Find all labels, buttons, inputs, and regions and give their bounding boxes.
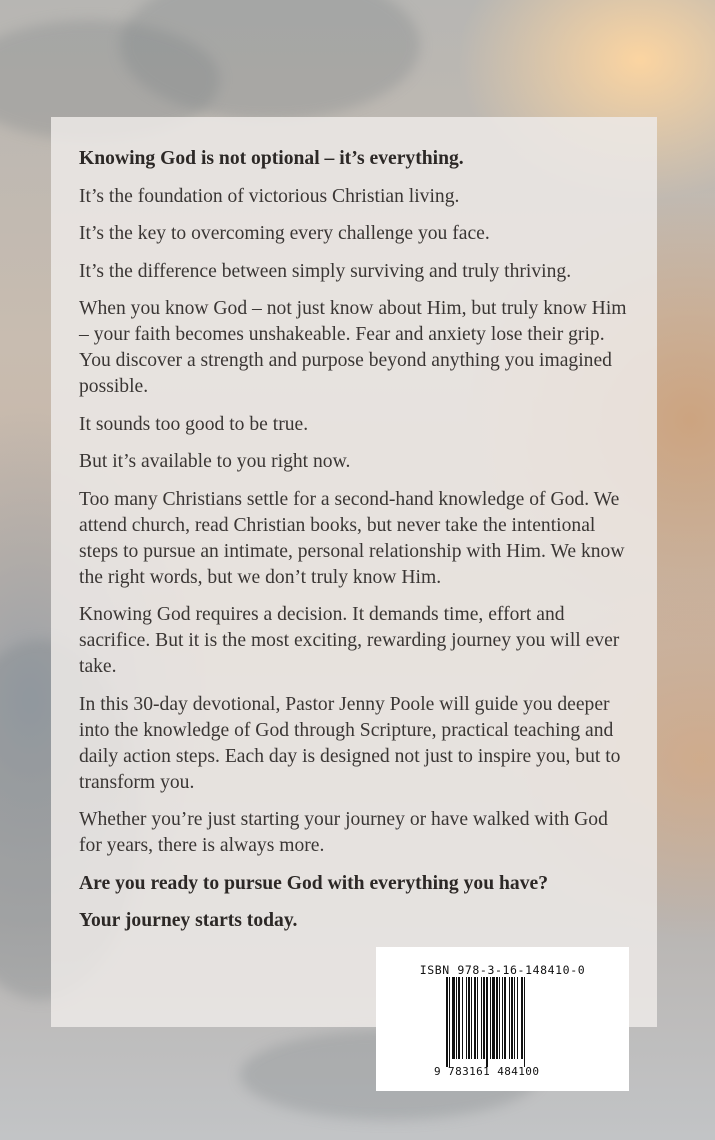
barcode-bar bbox=[458, 977, 460, 1059]
isbn-label: ISBN 978-3-16-148410-0 bbox=[419, 963, 586, 977]
barcode-bar bbox=[524, 977, 525, 1067]
back-cover-text bbox=[79, 146, 629, 946]
barcode-bar bbox=[517, 977, 518, 1059]
barcode-bar bbox=[483, 977, 485, 1059]
paragraph: When you know God – not just know about Him, but truly know Him – your faith becomes unshakeable. Fear and anxiety lose their grip. You discover a strength and purpose beyond anything you imagined possible. bbox=[79, 298, 627, 397]
barcode-bar bbox=[449, 977, 450, 1067]
barcode-bar bbox=[474, 977, 476, 1059]
barcode-bar bbox=[504, 977, 506, 1059]
barcode-bar bbox=[471, 977, 472, 1059]
barcode-bar bbox=[477, 977, 478, 1059]
paragraph: Knowing God requires a decision. It demands time, effort and sacrifice. But it is the most exciting, rewarding journey you will ever take. bbox=[79, 604, 620, 677]
barcode-bar bbox=[466, 977, 467, 1059]
barcode-bar bbox=[486, 977, 488, 1067]
barcode-bar bbox=[481, 977, 482, 1059]
barcode-bar bbox=[468, 977, 470, 1059]
barcode-bar bbox=[496, 977, 498, 1059]
paragraph: But it’s available to you right now. bbox=[79, 451, 351, 472]
barcode-bar bbox=[509, 977, 510, 1059]
barcode-bar bbox=[514, 977, 515, 1059]
barcode-bar bbox=[456, 977, 457, 1059]
paragraph: Whether you’re just starting your journey or have walked with God for years, there is always more. bbox=[79, 809, 608, 856]
barcode-bar bbox=[511, 977, 513, 1059]
barcode-bar bbox=[452, 977, 455, 1059]
barcode-bars bbox=[446, 977, 560, 1067]
paragraph: It sounds too good to be true. bbox=[79, 413, 309, 435]
barcode-bar bbox=[492, 977, 495, 1059]
paragraph: Too many Christians settle for a second-hand knowledge of God. We attend church, read Christian books, but never take the intentional steps to pursue an intimate, personal relationship with Him. We know the right words, but we don’t truly know Him. bbox=[79, 488, 625, 588]
barcode-bar bbox=[521, 977, 523, 1059]
barcode-bar bbox=[446, 977, 448, 1067]
isbn-barcode bbox=[376, 947, 629, 1091]
bold-paragraph: Knowing God is not optional – it’s everything. bbox=[79, 148, 464, 169]
barcode-bar bbox=[462, 977, 463, 1059]
bold-paragraph: Your journey starts today. bbox=[79, 910, 298, 931]
paragraph: In this 30-day devotional, Pastor Jenny Poole will guide you deeper into the knowledge of God through Scripture, practical teaching and daily action steps. Each day is designed not just to inspire you, but to transform you. bbox=[79, 693, 621, 793]
bold-paragraph: Are you ready to pursue God with everything you have? bbox=[79, 872, 548, 894]
paragraph: It’s the difference between simply surviving and truly thriving. bbox=[79, 260, 572, 282]
barcode-bar bbox=[490, 977, 491, 1059]
barcode-bar bbox=[502, 977, 503, 1059]
paragraph: It’s the foundation of victorious Christian living. bbox=[79, 185, 460, 207]
paragraph: It’s the key to overcoming every challenge you face. bbox=[79, 223, 490, 244]
isbn-digits: 9 783161 484100 bbox=[434, 1065, 540, 1078]
barcode-bar bbox=[499, 977, 500, 1059]
